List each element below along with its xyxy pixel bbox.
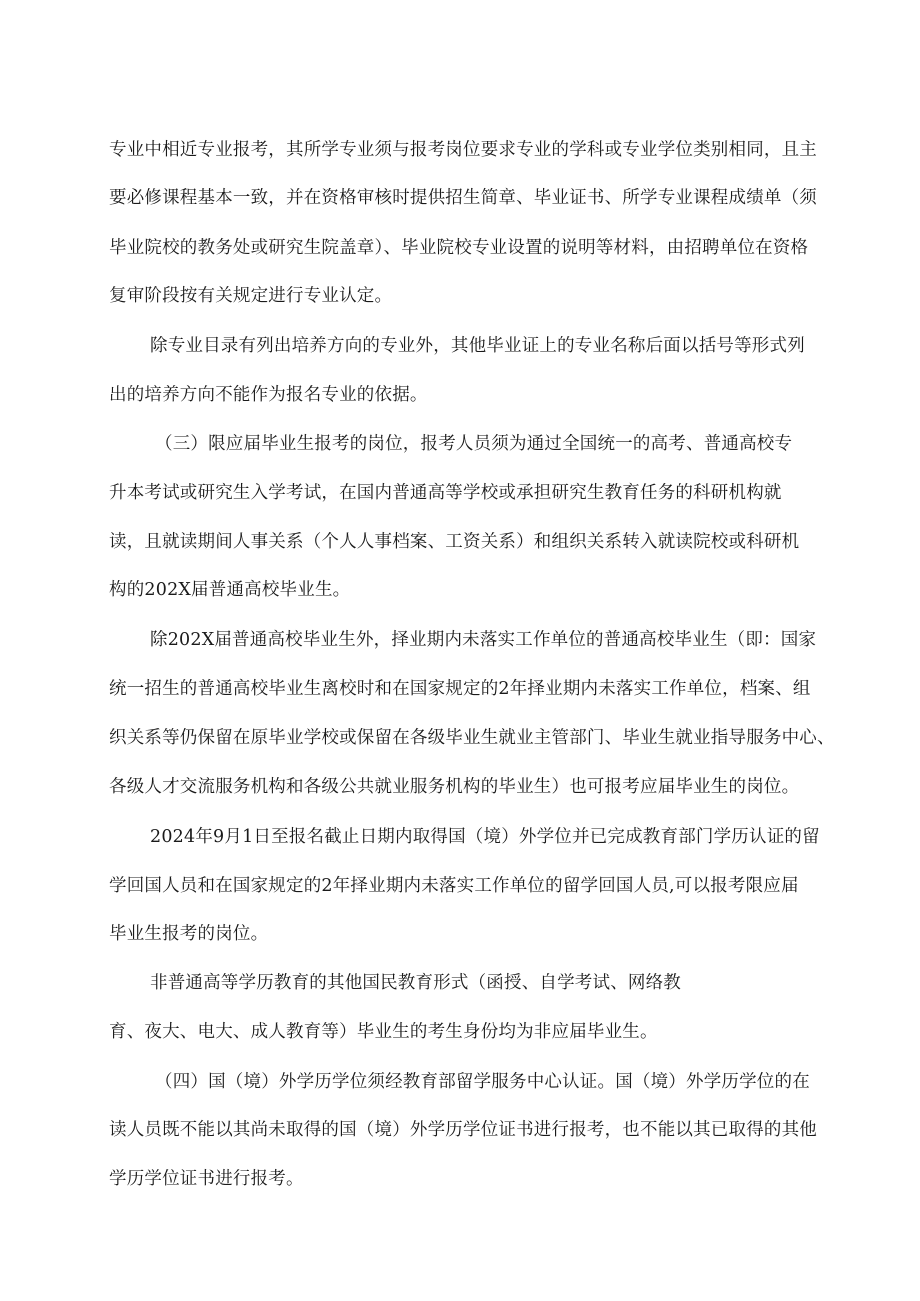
paragraph-line: 复审阶段按有关规定进行专业认定。 [109, 286, 393, 306]
paragraph-line: 学回国人员和在国家规定的2年择业期内未落实工作单位的留学回国人员,可以报考限应届 [109, 876, 799, 896]
paragraph-line: 出的培养方向不能作为报名专业的依据。 [109, 385, 428, 405]
paragraph-line: 除专业目录有列出培养方向的专业外，其他毕业证上的专业名称后面以括号等形式列 [150, 336, 805, 356]
paragraph-line: 要必修课程基本一致，并在资格审核时提供招生简章、毕业证书、所学专业课程成绩单（须 [109, 188, 817, 208]
paragraph-line: 除202X届普通高校毕业生外，择业期内未落实工作单位的普通高校毕业生（即：国家 [150, 630, 817, 650]
paragraph-line: 读人员既不能以其尚未取得的国（境）外学历学位证书进行报考，也不能以其已取得的其他 [109, 1120, 817, 1140]
paragraph-line: 非普通高等学历教育的其他国民教育形式（函授、自学考试、网络教 [150, 973, 681, 993]
paragraph-line: 2024年9月1日至报名截止日期内取得国（境）外学位并已完成教育部门学历认证的留 [150, 827, 820, 847]
paragraph-line: 学历学位证书进行报考。 [109, 1169, 304, 1189]
paragraph-line: 统一招生的普通高校毕业生离校时和在国家规定的2年择业期内未落实工作单位，档案、组 [109, 679, 811, 699]
paragraph-line: 毕业院校的教务处或研究生院盖章）、毕业院校专业设置的说明等材料，由招聘单位在资格 [109, 238, 809, 258]
paragraph-line: 读，且就读期间人事关系（个人人事档案、工资关系）和组织关系转入就读院校或科研机 [109, 532, 800, 552]
paragraph-line: （四）国（境）外学历学位须经教育部留学服务中心认证。国（境）外学历学位的在 [155, 1072, 810, 1092]
paragraph-line: （三）限应届毕业生报考的岗位，报考人员须为通过全国统一的高考、普通高校专 [155, 434, 793, 454]
paragraph-line: 各级人才交流服务机构和各级公共就业服务机构的毕业生）也可报考应届毕业生的岗位。 [109, 777, 800, 797]
paragraph-line: 织关系等仍保留在原毕业学校或保留在各级毕业生就业主管部门、毕业生就业指导服务中心、 [109, 728, 835, 748]
paragraph-line: 升本考试或研究生入学考试，在国内普通高等学校或承担研究生教育任务的科研机构就 [109, 483, 782, 503]
paragraph-line: 构的202X届普通高校毕业生。 [109, 580, 351, 600]
paragraph-line: 毕业生报考的岗位。 [109, 924, 269, 944]
paragraph-line: 育、夜大、电大、成人教育等）毕业生的考生身份均为非应届毕业生。 [109, 1022, 658, 1042]
paragraph-line: 专业中相近专业报考，其所学专业须与报考岗位要求专业的学科或专业学位类别相同，且主 [109, 140, 817, 160]
